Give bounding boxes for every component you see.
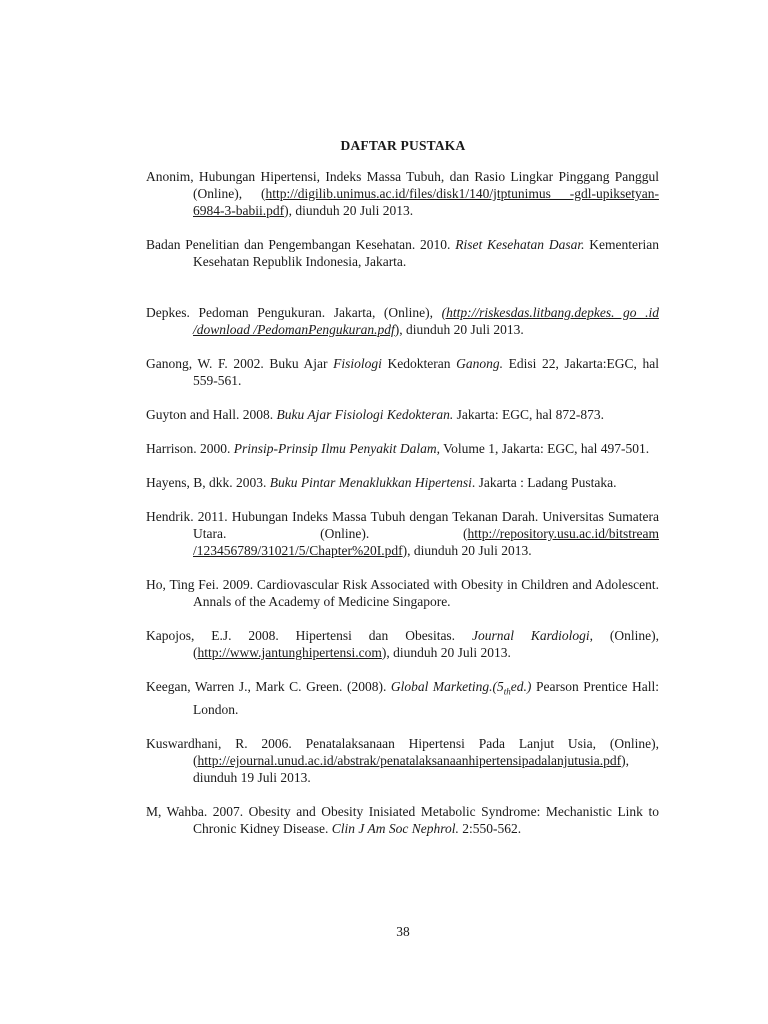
reference-entry-ho-ting-fei xyxy=(146,576,659,610)
reference-text: Kapojos, E.J. 2008. Hipertensi dan Obesitas. xyxy=(146,628,472,643)
reference-text: ed.) xyxy=(510,679,532,694)
reference-entry-kuswardhani xyxy=(146,735,659,786)
reference-text: Clin J Am Soc Nephrol. xyxy=(331,820,459,836)
reference-text: ), diunduh 20 Juli 2013. xyxy=(284,203,414,218)
reference-text: Hendrik. 2011. Hubungan Indeks Massa Tubuh dengan Tekanan Darah. Universitas Sumatera Utara. (Online). ( xyxy=(146,509,659,541)
reference-text: Buku Ajar Fisiologi Kedokteran. xyxy=(276,407,454,422)
reference-text: Jakarta: EGC, hal 872-873. xyxy=(453,407,604,422)
page-number: 38 xyxy=(396,924,410,939)
reference-text: Prinsip-Prinsip Ilmu Penyakit Dalam xyxy=(233,441,437,456)
reference-entry-anonim xyxy=(146,168,659,219)
reference-text: Keegan, Warren J., Mark C. Green. (2008). xyxy=(146,679,391,694)
reference-text: . Jakarta : Ladang Pustaka. xyxy=(471,475,617,490)
reference-text: Guyton and Hall. 2008. xyxy=(146,407,277,422)
reference-text: Kementerian Kesehatan Republik Indonesia, Jakarta. xyxy=(193,237,660,269)
reference-link[interactable]: http://ejournal.unud.ac.id/abstrak/penatalaksanaanhipertensipadalanjutusia.pdf xyxy=(197,752,622,768)
reference-text: ), diunduh 20 Juli 2013. xyxy=(381,645,511,660)
reference-text: Depkes. Pedoman Pengukuran. Jakarta, (Online), xyxy=(146,305,442,320)
reference-entry-ganong xyxy=(146,355,659,389)
reference-entry-hayens xyxy=(146,474,659,491)
reference-entry-keegan xyxy=(146,678,659,718)
reference-link[interactable]: http://www.jantunghipertensi.com xyxy=(197,645,382,660)
reference-text: ), diunduh 20 Juli 2013. xyxy=(402,543,532,558)
reference-entry-badan-penelitian xyxy=(146,236,659,270)
reference-text: Pearson Prentice Hall: London. xyxy=(193,679,660,717)
reference-text: Kedokteran xyxy=(381,356,457,371)
reference-text: Riset Kesehatan Dasar. xyxy=(455,237,585,252)
reference-text: Fisiologi xyxy=(333,356,382,371)
reference-text: Global Marketing.(5 xyxy=(390,679,504,694)
reference-text: Badan Penelitian dan Pengembangan Kesehatan. 2010. xyxy=(146,237,456,252)
reference-link[interactable]: http://digilib.unimus.ac.id/files/disk1/140/jtptunimus -gdl-upiksetyan-6984-3-babii.pdf xyxy=(193,186,659,218)
reference-text: ), diunduh 20 Juli 2013. xyxy=(394,322,524,337)
reference-text: , Volume 1, Jakarta: EGC, hal 497-501. xyxy=(436,441,650,456)
reference-link[interactable]: http://repository.usu.ac.id/bitstream /123456789/31021/5/Chapter%20I.pdf xyxy=(193,526,659,558)
reference-entry-depkes xyxy=(146,304,659,338)
reference-entry-guyton xyxy=(146,406,659,423)
reference-text: Buku Pintar Menaklukkan Hipertensi xyxy=(269,475,472,490)
reference-text: 2:550-562. xyxy=(458,820,522,836)
reference-text: Ho, Ting Fei. 2009. Cardiovascular Risk Associated with Obesity in Children and Adolescent. Annals of the Academy of Medicine Singapore. xyxy=(146,577,659,609)
reference-entry-hendrik xyxy=(146,508,659,559)
reference-text: Edisi 22, Jakarta:EGC, hal 559-561. xyxy=(193,356,659,388)
reference-entry-wahba xyxy=(146,803,659,837)
reference-text: th xyxy=(503,686,511,697)
reference-text: Journal Kardiologi xyxy=(471,628,590,643)
reference-entry-kapojos xyxy=(146,627,659,661)
reference-text: Harrison. 2000. xyxy=(146,441,234,456)
reference-entry-harrison xyxy=(146,440,659,457)
reference-text: Anonim, Hubungan Hipertensi, Indeks Massa Tubuh, dan Rasio Lingkar Pinggang Panggul (Online), ( xyxy=(146,169,659,201)
reference-text: Ganong. xyxy=(456,356,504,371)
reference-list xyxy=(146,168,659,854)
reference-text: ), diunduh 19 Juli 2013. xyxy=(193,752,629,785)
reference-text: , (Online), ( xyxy=(193,628,660,660)
reference-text: M, Wahba. 2007. Obesity and Obesity Inisiated Metabolic Syndrome: Mechanistic Link to Chronic Kidney Disease. xyxy=(146,803,659,836)
reference-text: Kuswardhani, R. 2006. Penatalaksanaan Hipertensi Pada Lanjut Usia, (Online), ( xyxy=(146,735,659,768)
reference-text: Hayens, B, dkk. 2003. xyxy=(146,475,270,490)
reference-link[interactable]: (http://riskesdas.litbang.depkes. go .id /download /PedomanPengukuran.pdf xyxy=(193,305,659,337)
page-title: DAFTAR PUSTAKA xyxy=(340,138,466,153)
reference-text: Ganong, W. F. 2002. Buku Ajar xyxy=(146,356,334,371)
